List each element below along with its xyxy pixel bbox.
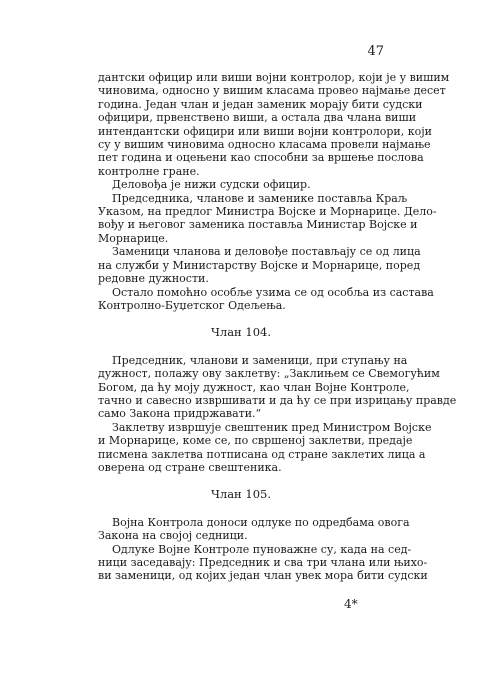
text-line: и Морнарице, коме се, по свршеној заклетви, предаје	[98, 434, 413, 448]
text-line: оверена од стране свештеника.	[98, 460, 282, 474]
signature-mark: 4*	[344, 597, 358, 611]
text-line: контролне гране.	[98, 164, 200, 178]
text-line: Заменици чланова и деловође постављају се од лица	[112, 245, 421, 259]
paragraph-predsednika	[98, 191, 437, 246]
page-number: 47	[367, 44, 384, 59]
text-line: Одлуке Војне Контроле пуноважне су, када на сед-	[112, 542, 412, 556]
text-line: Морнарице.	[98, 231, 169, 245]
text-line: Војна Контрола доноси одлуке по одредбама овога	[112, 515, 410, 529]
text-line: Председника, чланове и заменике поставља Краљ	[112, 191, 408, 205]
text-line: Указом, на предлог Министра Војске и Морнарице. Дело-	[98, 205, 437, 219]
paragraph-continuation	[98, 71, 450, 178]
paragraph-ostalo	[98, 285, 434, 313]
text-line: писмена заклетва потписана од стране заклетих лица а	[98, 447, 426, 461]
text-line: Председник, чланови и заменици, при ступању на	[112, 353, 408, 367]
article-heading-105: Члан 105.	[211, 487, 271, 502]
text-line: интендантски официри или виши војни контролори, који	[98, 124, 432, 138]
article-heading-104: Члан 104.	[211, 325, 271, 340]
text-line: су у вишим чиновима односно класама провели најмање	[98, 138, 431, 152]
page-body	[98, 71, 457, 583]
text-line: на служби у Министарству Војске и Морнарице, поред	[98, 258, 421, 272]
text-line: ници заседавају: Председник и сва три члана или њихо-	[98, 556, 428, 569]
paragraph-105-validity	[98, 542, 428, 583]
paragraph-zamenici	[98, 245, 421, 286]
paragraph-104-priest	[98, 420, 432, 475]
text-line: тачно и савесно извршивати и да ћу се при изрицању правде	[98, 393, 457, 407]
paragraph-105-decisions	[98, 515, 410, 543]
text-line: вођу и његовог заменика поставља Министар Војске и	[98, 218, 418, 232]
text-line: дужност, полажу ову заклетву: „Заклињем се Свемогућим	[98, 367, 440, 381]
paragraph-delovodja	[98, 178, 384, 191]
text-line: официри, првенствено виши, а остала два члана виши	[98, 111, 417, 125]
text-line: Закона на својој седници.	[98, 529, 248, 543]
text-line: пет година и оцењени као способни за вршење послова	[98, 151, 424, 165]
text-line: чиновима, односно у вишим класама провео најмање десет	[98, 84, 446, 98]
text-line: Контролно-Буџетског Одељења.	[98, 298, 286, 312]
paragraph-104-oath	[98, 353, 457, 421]
text-line: само Закона придржавати.“	[98, 407, 262, 421]
text-line: ви заменици, од којих један члан увек мора бити судски	[98, 569, 428, 583]
text-line: Деловођа је нижи судски официр.	[112, 178, 311, 192]
text-line: година. Један члан и један заменик морају бити судски	[98, 97, 423, 111]
text-line: Заклетву извршује свештеник пред Министром Војске	[112, 420, 432, 434]
text-line: дантски официр или виши војни контролор, који је у вишим	[98, 71, 450, 84]
text-line: редовне дужности.	[98, 272, 209, 286]
text-line: Остало помоћно особље узима се од особља из састава	[112, 285, 434, 299]
text-line: Богом, да ћу моју дужност, као члан Војне Контроле,	[98, 380, 410, 394]
